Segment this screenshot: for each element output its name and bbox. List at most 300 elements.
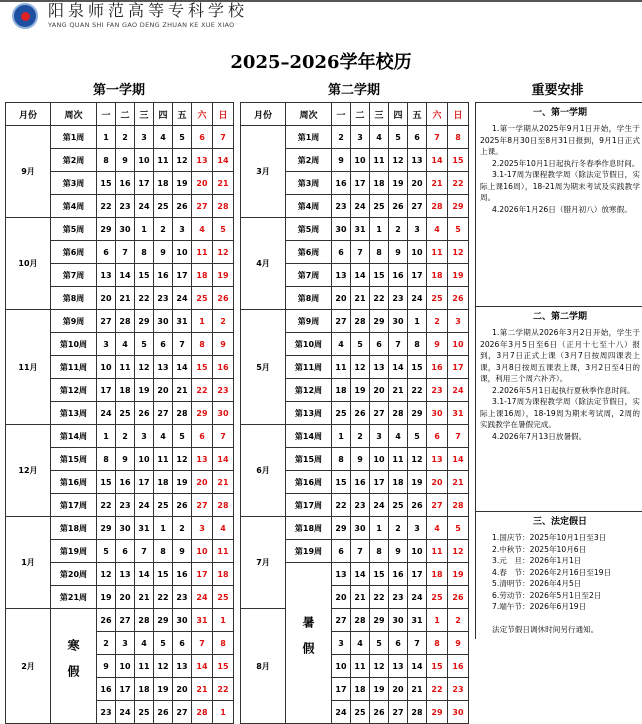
header-row bbox=[241, 103, 469, 126]
vacation-cell bbox=[286, 563, 332, 724]
day-cell: 21 bbox=[408, 678, 427, 701]
week-cell: 第19周 bbox=[51, 540, 97, 563]
week-cell: 第2周 bbox=[51, 149, 97, 172]
day-cell: 4 bbox=[135, 632, 154, 655]
day-cell: 3 bbox=[408, 218, 427, 241]
day-cell: 22 bbox=[370, 287, 389, 310]
day-cell: 28 bbox=[389, 402, 408, 425]
day-cell: 24 bbox=[332, 701, 351, 724]
day-cell: 2 bbox=[173, 517, 192, 540]
day-cell: 26 bbox=[173, 195, 192, 218]
day-cell: 17 bbox=[448, 356, 469, 379]
day-cell: 1 bbox=[213, 701, 234, 724]
day-cell: 27 bbox=[97, 310, 116, 333]
day-cell: 23 bbox=[351, 494, 370, 517]
day-cell: 25 bbox=[332, 402, 351, 425]
day-cell: 5 bbox=[97, 540, 116, 563]
column-header: 月份 bbox=[241, 103, 286, 126]
month-cell: 4月 bbox=[241, 218, 286, 310]
day-cell: 29 bbox=[192, 402, 213, 425]
week-cell: 第12周 bbox=[51, 379, 97, 402]
day-cell: 26 bbox=[173, 494, 192, 517]
day-cell: 20 bbox=[332, 287, 351, 310]
day-cell: 28 bbox=[351, 609, 370, 632]
day-cell: 16 bbox=[332, 172, 351, 195]
week-cell: 第6周 bbox=[51, 241, 97, 264]
day-cell: 23 bbox=[116, 195, 135, 218]
day-cell: 30 bbox=[213, 402, 234, 425]
day-cell: 28 bbox=[408, 701, 427, 724]
day-cell: 29 bbox=[370, 310, 389, 333]
weekday-header: 二 bbox=[351, 103, 370, 126]
day-cell: 10 bbox=[351, 149, 370, 172]
month-cell: 1月 bbox=[6, 517, 51, 609]
day-cell: 10 bbox=[135, 149, 154, 172]
day-cell: 21 bbox=[351, 586, 370, 609]
day-cell: 29 bbox=[135, 310, 154, 333]
weekday-header: 四 bbox=[154, 103, 173, 126]
day-cell: 30 bbox=[154, 310, 173, 333]
day-cell: 4 bbox=[154, 126, 173, 149]
day-cell: 10 bbox=[97, 356, 116, 379]
day-cell: 14 bbox=[351, 563, 370, 586]
day-cell: 11 bbox=[427, 540, 448, 563]
table-row bbox=[241, 126, 469, 149]
day-cell: 15 bbox=[135, 264, 154, 287]
day-cell: 22 bbox=[408, 379, 427, 402]
day-cell: 21 bbox=[427, 172, 448, 195]
day-cell: 5 bbox=[351, 333, 370, 356]
day-cell: 10 bbox=[116, 655, 135, 678]
day-cell: 5 bbox=[448, 218, 469, 241]
day-cell: 29 bbox=[97, 218, 116, 241]
day-cell: 23 bbox=[389, 287, 408, 310]
day-cell: 17 bbox=[408, 563, 427, 586]
day-cell: 16 bbox=[389, 264, 408, 287]
day-cell: 6 bbox=[332, 241, 351, 264]
day-cell: 26 bbox=[135, 402, 154, 425]
day-cell: 26 bbox=[448, 586, 469, 609]
day-cell: 31 bbox=[408, 609, 427, 632]
week-cell: 第18周 bbox=[51, 517, 97, 540]
day-cell: 6 bbox=[173, 632, 192, 655]
day-cell: 1 bbox=[154, 517, 173, 540]
day-cell: 29 bbox=[408, 402, 427, 425]
day-cell: 15 bbox=[154, 563, 173, 586]
holiday-item: 3.元 旦：2026年1月1日 bbox=[492, 556, 582, 565]
day-cell: 15 bbox=[213, 655, 234, 678]
day-cell: 7 bbox=[427, 126, 448, 149]
day-cell: 16 bbox=[389, 563, 408, 586]
day-cell: 6 bbox=[427, 425, 448, 448]
day-cell: 10 bbox=[370, 448, 389, 471]
day-cell: 10 bbox=[192, 540, 213, 563]
day-cell: 26 bbox=[154, 701, 173, 724]
day-cell: 7 bbox=[389, 333, 408, 356]
day-cell: 2 bbox=[427, 310, 448, 333]
day-cell: 10 bbox=[448, 333, 469, 356]
day-cell: 28 bbox=[351, 310, 370, 333]
day-cell: 20 bbox=[408, 172, 427, 195]
day-cell: 14 bbox=[389, 356, 408, 379]
day-cell: 8 bbox=[154, 540, 173, 563]
day-cell: 12 bbox=[213, 241, 234, 264]
week-cell: 第11周 bbox=[286, 356, 332, 379]
notes-section-semester-1 bbox=[476, 103, 642, 307]
day-cell: 27 bbox=[192, 494, 213, 517]
day-cell: 3 bbox=[192, 517, 213, 540]
day-cell: 20 bbox=[192, 471, 213, 494]
day-cell: 4 bbox=[332, 333, 351, 356]
day-cell: 19 bbox=[351, 379, 370, 402]
day-cell: 7 bbox=[408, 632, 427, 655]
week-cell: 第3周 bbox=[286, 172, 332, 195]
week-cell: 第1周 bbox=[51, 126, 97, 149]
day-cell: 12 bbox=[370, 655, 389, 678]
day-cell: 13 bbox=[192, 448, 213, 471]
day-cell: 27 bbox=[332, 609, 351, 632]
day-cell: 15 bbox=[192, 356, 213, 379]
day-cell: 19 bbox=[389, 172, 408, 195]
day-cell: 12 bbox=[448, 540, 469, 563]
month-cell: 12月 bbox=[6, 425, 51, 517]
day-cell: 4 bbox=[116, 333, 135, 356]
day-cell: 19 bbox=[448, 563, 469, 586]
day-cell: 4 bbox=[154, 425, 173, 448]
note-item: 3.1-17周为课程教学周（除法定节假日，实际上课16周），18-21周为期末考试及实践教学周。 bbox=[480, 170, 640, 202]
semester-2-title: 第二学期 bbox=[327, 83, 380, 98]
day-cell: 7 bbox=[448, 425, 469, 448]
holiday-item: 1.国庆节：2025年10月1日至3日 bbox=[492, 533, 607, 542]
table-row bbox=[6, 310, 234, 333]
day-cell: 8 bbox=[332, 448, 351, 471]
week-cell: 第9周 bbox=[286, 310, 332, 333]
day-cell: 2 bbox=[116, 425, 135, 448]
day-cell: 16 bbox=[427, 356, 448, 379]
day-cell: 5 bbox=[173, 425, 192, 448]
day-cell: 30 bbox=[389, 310, 408, 333]
week-cell: 第7周 bbox=[286, 264, 332, 287]
day-cell: 17 bbox=[173, 264, 192, 287]
day-cell: 25 bbox=[192, 287, 213, 310]
day-cell: 3 bbox=[370, 425, 389, 448]
day-cell: 6 bbox=[154, 333, 173, 356]
school-name: 阳泉师范高等专科学校 bbox=[48, 1, 249, 20]
day-cell: 22 bbox=[135, 287, 154, 310]
day-cell: 2 bbox=[389, 517, 408, 540]
day-cell: 14 bbox=[213, 448, 234, 471]
note-item: 2.2025年10月1日起执行冬春季作息时间。 bbox=[492, 158, 640, 168]
day-cell: 6 bbox=[408, 126, 427, 149]
day-cell: 10 bbox=[408, 540, 427, 563]
table-row bbox=[6, 126, 234, 149]
table-row bbox=[6, 425, 234, 448]
day-cell: 1 bbox=[370, 517, 389, 540]
day-cell: 13 bbox=[427, 448, 448, 471]
week-cell: 第21周 bbox=[51, 586, 97, 609]
day-cell: 24 bbox=[370, 494, 389, 517]
day-cell: 6 bbox=[192, 126, 213, 149]
day-cell: 25 bbox=[351, 701, 370, 724]
day-cell: 8 bbox=[448, 126, 469, 149]
day-cell: 27 bbox=[116, 609, 135, 632]
day-cell: 19 bbox=[135, 379, 154, 402]
day-cell: 3 bbox=[332, 632, 351, 655]
day-cell: 22 bbox=[332, 494, 351, 517]
day-cell: 29 bbox=[332, 517, 351, 540]
table-row bbox=[241, 517, 469, 540]
note-item: 1.第二学期从2026年3月2日开始，学生于2026年3月5日至6日（正月十七至十八）报到，3月7日正式上课（3月7日按周四课表上课，3月8日按周五课表上课，3月2日至4日的课，利用三个周六补齐）。 bbox=[480, 328, 640, 383]
day-cell: 13 bbox=[332, 264, 351, 287]
day-cell: 30 bbox=[351, 517, 370, 540]
day-cell: 2 bbox=[213, 310, 234, 333]
day-cell: 24 bbox=[448, 379, 469, 402]
day-cell: 6 bbox=[332, 540, 351, 563]
day-cell: 20 bbox=[116, 586, 135, 609]
day-cell: 12 bbox=[173, 448, 192, 471]
week-cell: 第2周 bbox=[286, 149, 332, 172]
day-cell: 4 bbox=[427, 218, 448, 241]
day-cell: 31 bbox=[135, 517, 154, 540]
day-cell: 8 bbox=[97, 149, 116, 172]
week-cell: 第14周 bbox=[286, 425, 332, 448]
day-cell: 12 bbox=[135, 356, 154, 379]
day-cell: 21 bbox=[173, 379, 192, 402]
vacation-cell bbox=[51, 609, 97, 724]
day-cell: 4 bbox=[213, 517, 234, 540]
day-cell: 19 bbox=[213, 264, 234, 287]
day-cell: 3 bbox=[173, 218, 192, 241]
day-cell: 6 bbox=[97, 241, 116, 264]
note-item: 4.2026年1月26日（腊月初八）放寒假。 bbox=[492, 204, 632, 214]
day-cell: 3 bbox=[408, 517, 427, 540]
weekday-header: 日 bbox=[448, 103, 469, 126]
day-cell: 8 bbox=[135, 241, 154, 264]
note-item: 3.1-17周为课程教学周（除法定节假日，实际上课16周），18-19周为期末考试周，2周的实践教学在暑假完成。 bbox=[480, 397, 640, 429]
day-cell: 11 bbox=[370, 149, 389, 172]
day-cell: 23 bbox=[332, 195, 351, 218]
day-cell: 30 bbox=[389, 609, 408, 632]
week-cell: 第13周 bbox=[286, 402, 332, 425]
day-cell: 18 bbox=[427, 563, 448, 586]
week-cell: 第5周 bbox=[51, 218, 97, 241]
day-cell: 9 bbox=[389, 540, 408, 563]
day-cell: 25 bbox=[427, 287, 448, 310]
day-cell: 18 bbox=[116, 379, 135, 402]
day-cell: 9 bbox=[427, 333, 448, 356]
day-cell: 9 bbox=[97, 655, 116, 678]
day-cell: 7 bbox=[173, 333, 192, 356]
day-cell: 30 bbox=[427, 402, 448, 425]
day-cell: 11 bbox=[154, 448, 173, 471]
day-cell: 20 bbox=[370, 379, 389, 402]
day-cell: 24 bbox=[351, 195, 370, 218]
day-cell: 1 bbox=[135, 218, 154, 241]
day-cell: 21 bbox=[351, 287, 370, 310]
semester-2-calendar bbox=[240, 102, 469, 724]
day-cell: 27 bbox=[408, 195, 427, 218]
day-cell: 26 bbox=[389, 195, 408, 218]
day-cell: 18 bbox=[351, 678, 370, 701]
weekday-header: 三 bbox=[135, 103, 154, 126]
school-logo-icon bbox=[12, 3, 38, 29]
day-cell: 2 bbox=[351, 425, 370, 448]
weekday-header: 五 bbox=[408, 103, 427, 126]
day-cell: 6 bbox=[389, 632, 408, 655]
day-cell: 13 bbox=[154, 356, 173, 379]
day-cell: 15 bbox=[97, 471, 116, 494]
day-cell: 5 bbox=[370, 632, 389, 655]
day-cell: 22 bbox=[192, 379, 213, 402]
day-cell: 21 bbox=[213, 471, 234, 494]
day-cell: 21 bbox=[213, 172, 234, 195]
day-cell: 8 bbox=[370, 540, 389, 563]
day-cell: 3 bbox=[97, 333, 116, 356]
day-cell: 8 bbox=[370, 241, 389, 264]
month-cell: 8月 bbox=[241, 609, 286, 724]
month-cell: 7月 bbox=[241, 517, 286, 609]
weekday-header: 一 bbox=[332, 103, 351, 126]
day-cell: 14 bbox=[213, 149, 234, 172]
day-cell: 15 bbox=[427, 655, 448, 678]
day-cell: 27 bbox=[427, 494, 448, 517]
week-cell: 第4周 bbox=[51, 195, 97, 218]
day-cell: 31 bbox=[173, 310, 192, 333]
week-cell: 第11周 bbox=[51, 356, 97, 379]
day-cell: 12 bbox=[351, 356, 370, 379]
day-cell: 24 bbox=[408, 287, 427, 310]
day-cell: 22 bbox=[370, 586, 389, 609]
notes-section-holidays bbox=[476, 512, 642, 639]
day-cell: 19 bbox=[448, 264, 469, 287]
day-cell: 28 bbox=[192, 701, 213, 724]
day-cell: 29 bbox=[154, 609, 173, 632]
week-cell: 第16周 bbox=[51, 471, 97, 494]
column-header: 周次 bbox=[286, 103, 332, 126]
day-cell: 25 bbox=[389, 494, 408, 517]
day-cell: 28 bbox=[448, 494, 469, 517]
holiday-footer: 法定节假日调休时间另行通知。 bbox=[492, 624, 599, 634]
table-row bbox=[241, 310, 469, 333]
table-row bbox=[6, 609, 234, 632]
day-cell: 24 bbox=[116, 701, 135, 724]
day-cell: 31 bbox=[351, 218, 370, 241]
day-cell: 28 bbox=[173, 402, 192, 425]
day-cell: 10 bbox=[173, 241, 192, 264]
month-cell: 2月 bbox=[6, 609, 51, 724]
day-cell: 17 bbox=[135, 172, 154, 195]
day-cell: 12 bbox=[154, 655, 173, 678]
week-cell: 第19周 bbox=[286, 540, 332, 563]
day-cell: 9 bbox=[173, 540, 192, 563]
day-cell: 13 bbox=[370, 356, 389, 379]
day-cell: 11 bbox=[389, 448, 408, 471]
day-cell: 31 bbox=[192, 609, 213, 632]
day-cell: 14 bbox=[448, 448, 469, 471]
column-header: 周次 bbox=[51, 103, 97, 126]
day-cell: 28 bbox=[213, 195, 234, 218]
holiday-item: 6.劳动节：2026年5月1日至2日 bbox=[492, 590, 602, 600]
day-cell: 13 bbox=[332, 563, 351, 586]
day-cell: 5 bbox=[213, 218, 234, 241]
day-cell: 16 bbox=[173, 563, 192, 586]
weekday-header: 日 bbox=[213, 103, 234, 126]
day-cell: 14 bbox=[427, 149, 448, 172]
column-header: 月份 bbox=[6, 103, 51, 126]
semester-1-title: 第一学期 bbox=[92, 83, 145, 98]
day-cell: 13 bbox=[173, 655, 192, 678]
day-cell: 18 bbox=[192, 264, 213, 287]
day-cell: 9 bbox=[213, 333, 234, 356]
day-cell: 11 bbox=[351, 655, 370, 678]
header-row bbox=[6, 103, 234, 126]
day-cell: 26 bbox=[370, 701, 389, 724]
day-cell: 23 bbox=[448, 678, 469, 701]
vacation-label: 暑假 bbox=[301, 616, 315, 668]
day-cell: 4 bbox=[351, 632, 370, 655]
day-cell: 1 bbox=[427, 609, 448, 632]
day-cell: 5 bbox=[408, 425, 427, 448]
day-cell: 2 bbox=[332, 126, 351, 149]
month-cell: 6月 bbox=[241, 425, 286, 517]
day-cell: 12 bbox=[173, 149, 192, 172]
day-cell: 12 bbox=[389, 149, 408, 172]
day-cell: 13 bbox=[97, 264, 116, 287]
day-cell: 11 bbox=[192, 241, 213, 264]
day-cell: 30 bbox=[116, 218, 135, 241]
semester-1-calendar bbox=[5, 102, 234, 724]
day-cell: 11 bbox=[427, 241, 448, 264]
day-cell: 1 bbox=[332, 425, 351, 448]
day-cell: 21 bbox=[389, 379, 408, 402]
holiday-item: 7.端午节：2026年6月19日 bbox=[492, 602, 587, 611]
week-cell: 第15周 bbox=[286, 448, 332, 471]
week-cell: 第1周 bbox=[286, 126, 332, 149]
school-pinyin: YANG QUAN SHI FAN GAO DENG ZHUAN KE XUE XIAO bbox=[48, 21, 235, 29]
day-cell: 22 bbox=[154, 586, 173, 609]
day-cell: 26 bbox=[213, 287, 234, 310]
day-cell: 20 bbox=[332, 586, 351, 609]
day-cell: 28 bbox=[116, 310, 135, 333]
day-cell: 9 bbox=[116, 448, 135, 471]
day-cell: 1 bbox=[370, 218, 389, 241]
day-cell: 22 bbox=[213, 678, 234, 701]
table-row bbox=[241, 218, 469, 241]
day-cell: 9 bbox=[332, 149, 351, 172]
day-cell: 17 bbox=[408, 264, 427, 287]
day-cell: 7 bbox=[213, 425, 234, 448]
day-cell: 18 bbox=[332, 379, 351, 402]
day-cell: 27 bbox=[192, 195, 213, 218]
week-cell: 第12周 bbox=[286, 379, 332, 402]
weekday-header: 一 bbox=[97, 103, 116, 126]
month-cell: 3月 bbox=[241, 126, 286, 218]
day-cell: 17 bbox=[351, 172, 370, 195]
week-cell: 第17周 bbox=[286, 494, 332, 517]
day-cell: 2 bbox=[116, 126, 135, 149]
day-cell: 15 bbox=[370, 563, 389, 586]
day-cell: 10 bbox=[408, 241, 427, 264]
day-cell: 24 bbox=[135, 195, 154, 218]
week-cell: 第8周 bbox=[286, 287, 332, 310]
week-cell: 第17周 bbox=[51, 494, 97, 517]
day-cell: 21 bbox=[448, 471, 469, 494]
note-item: 2.2026年5月1日起执行夏秋季作息时间。 bbox=[492, 385, 635, 395]
day-cell: 12 bbox=[448, 241, 469, 264]
day-cell: 21 bbox=[192, 678, 213, 701]
month-cell: 10月 bbox=[6, 218, 51, 310]
day-cell: 2 bbox=[448, 609, 469, 632]
